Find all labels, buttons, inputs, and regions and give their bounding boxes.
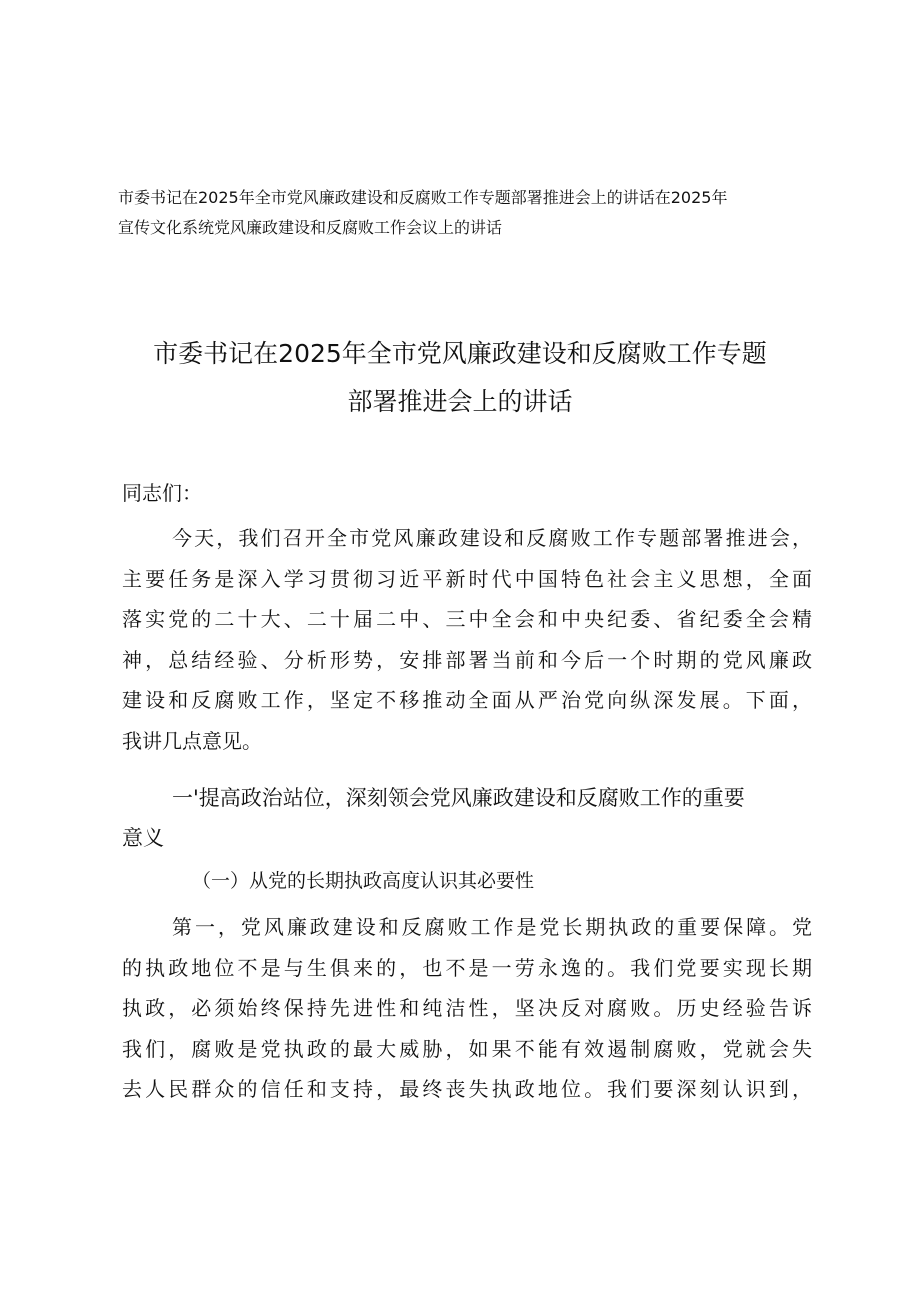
paragraph-line: 今天，我们召开全市党风廉政建设和反腐败工作专题部署推进会， — [172, 526, 812, 550]
section-heading-line-1: 一'提高政治站位，深刻领会党风廉政建设和反腐败工作的重要 — [172, 786, 745, 810]
paragraph-line: 落实党的二十大、二十届二中、三中全会和中央纪委、省纪委全会精 — [122, 607, 812, 631]
paragraph-line: 执政，必须始终保持先进性和纯洁性，坚决反对腐败。历史经验告诉 — [122, 996, 812, 1020]
paragraph-line: 建设和反腐败工作，坚定不移推动全面从严治党向纵深发展。下面， — [122, 688, 812, 712]
header-line-2: 宣传文化系统党风廉政建设和反腐败工作会议上的讲话 — [118, 218, 503, 237]
section-heading — [122, 778, 812, 858]
paragraph-line: 的执政地位不是与生俱来的，也不是一劳永逸的。我们党要实现长期 — [122, 955, 812, 980]
paragraph-line: 我讲几点意见。 — [122, 728, 262, 753]
paragraph-line: 第一，党风廉政建设和反腐败工作是党长期执政的重要保障。党 — [172, 915, 812, 939]
paragraph-line: 去人民群众的信任和支持，最终丧失执政地位。我们要深刻认识到， — [122, 1077, 812, 1101]
salutation: 同志们： — [122, 481, 202, 505]
paragraph-first-point — [122, 907, 812, 1110]
paragraph-line: 神，总结经验、分析形势，安排部署当前和今后一个时期的党风廉政 — [122, 647, 812, 672]
document-header — [118, 183, 818, 243]
paragraph-intro — [122, 518, 812, 761]
header-line-1: 市委书记在2025年全市党风廉政建设和反腐败工作专题部署推进会上的讲话在2025年 — [118, 188, 728, 207]
paragraph-line: 我们，腐败是党执政的最大威胁，如果不能有效遏制腐败，党就会失 — [122, 1036, 812, 1061]
speech-title-line-1: 市委书记在2025年全市党风廉政建设和反腐败工作专题 — [153, 339, 767, 368]
subsection-heading: （一）从党的长期执政高度认识其必要性 — [192, 870, 535, 892]
paragraph-line: 主要任务是深入学习贯彻习近平新时代中国特色社会主义思想，全面 — [122, 566, 812, 591]
speech-title — [0, 330, 920, 426]
section-heading-line-2: 意义 — [122, 826, 164, 850]
speech-title-line-2: 部署推进会上的讲话 — [347, 387, 573, 416]
